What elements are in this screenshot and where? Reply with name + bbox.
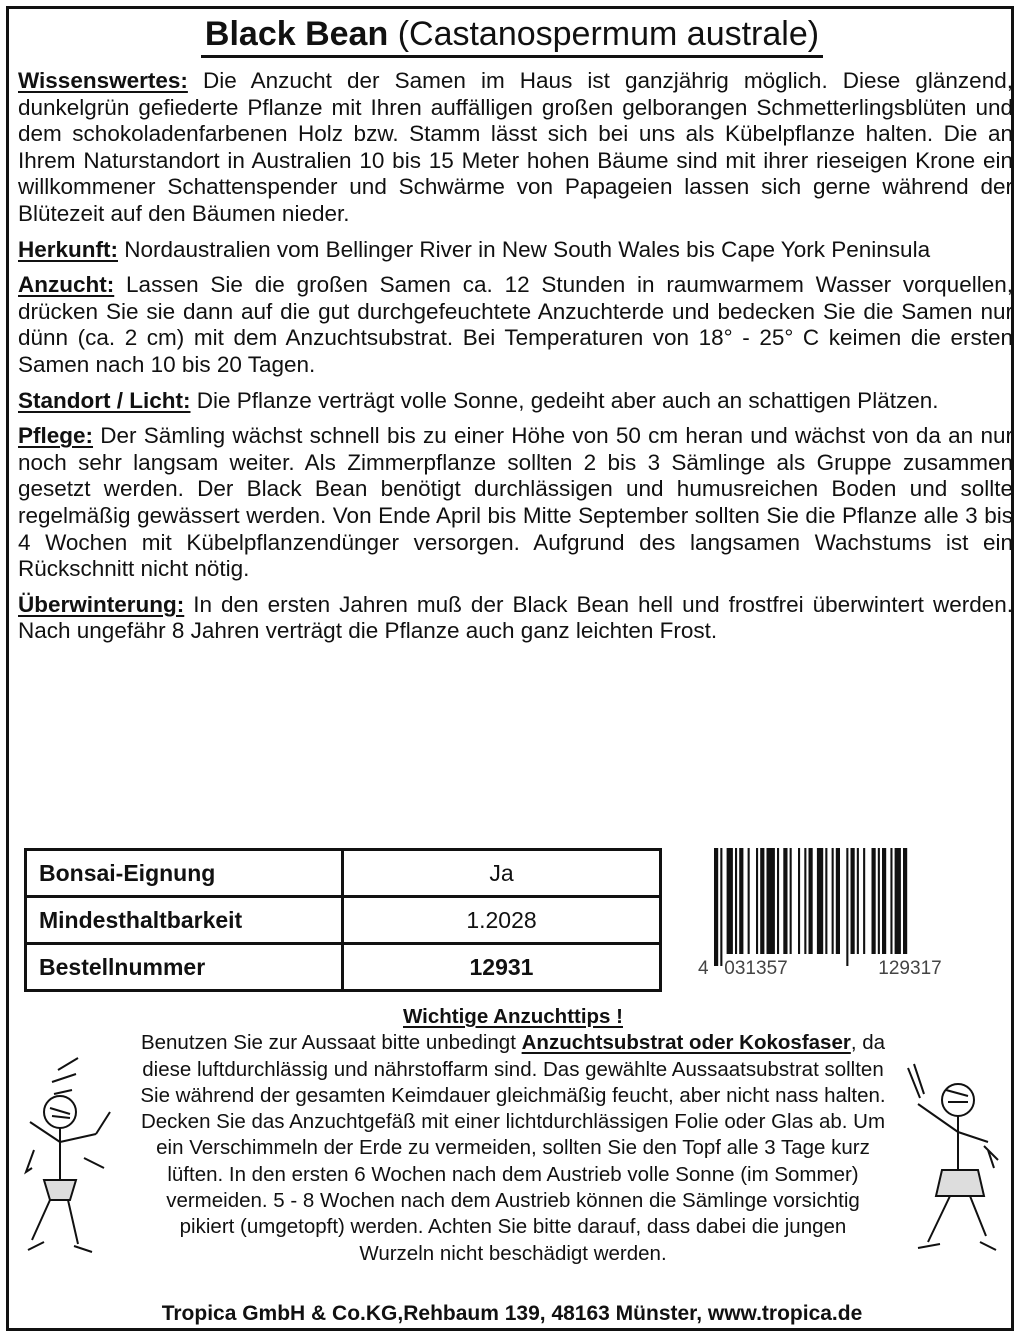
section-text: Die Anzucht der Samen im Haus ist ganzjährig möglich. Diese glänzend, dunkelgrün gefiederte Pflanze mit Ihren auffälligen großen gelborangen Schmetterlingsblüten und dem schokoladenfarbenen Holz bzw. Stamm lässt sich bei uns als Kübelpflanze halten. Die an Ihrem Naturstandort in Australien 10 bis 15 Meter hohen Bäume sind mit ihrer rieseigen Krone ein willkommener Schattenspender und Schwärme von Papageien lassen sich gerne während der Blütezeit auf den Bäumen nieder.	[18, 68, 1013, 226]
barcode-bar	[903, 848, 907, 954]
section-text: Die Pflanze verträgt volle Sonne, gedeiht aber auch an schattigen Plätzen.	[196, 387, 939, 413]
barcode-bar	[836, 848, 840, 954]
barcode-bar	[872, 848, 876, 954]
barcode-bar	[804, 848, 806, 954]
barcode-bar	[878, 848, 880, 954]
row-value-haltbarkeit: 1.2028	[343, 897, 661, 944]
row-key-haltbarkeit: Mindesthaltbarkeit	[26, 897, 343, 944]
tips-emphasis: Anzuchtsubstrat oder Kokosfaser	[521, 1031, 851, 1055]
section-standort	[18, 388, 1013, 415]
barcode-bar	[809, 848, 813, 954]
section-text: Nordaustralien vom Bellinger River in New South Wales bis Cape York Peninsula	[124, 236, 931, 262]
barcode-bar	[739, 848, 743, 954]
barcode-bar	[817, 848, 823, 954]
tips-heading: Wichtige Anzuchttips !	[403, 1005, 623, 1028]
barcode-bar	[760, 848, 764, 954]
section-herkunft	[18, 237, 1013, 264]
section-text: In den ersten Jahren muß der Black Bean hell und frostfrei überwintert werden. Nach ungefähr 8 Jahren verträgt die Pflanze auch ganz leichten Frost.	[18, 591, 1013, 644]
barcode	[696, 846, 986, 976]
section-text: Lassen Sie die großen Samen ca. 12 Stunden in raumwarmem Wasser vorquellen, drücken Sie sie dann auf die gut durchgefeuchtete Anzuchterde und bedecken Sie die Samen nur dünn (ca. 2 cm) mit dem Anzuchtsubstrat. Bei Temperaturen von 18° - 25° C keimen die ersten Samen nach 10 bis 20 Tagen.	[18, 272, 1013, 377]
section-label: Herkunft:	[18, 236, 118, 262]
title-common-name: Black Bean	[204, 15, 389, 53]
section-text: Der Sämling wächst schnell bis zu einer Höhe von 50 cm heran und wächst von da an nur noch sehr langsam weiter. Als Zimmerpflanze sollten 2 bis 3 Sämlinge als Gruppe zusammen gesetzt werden. Der Black Bean benötigt durchlässigen und humusreichen Boden und sollte regelmäßig gewässert werden. Von Ende April bis Mitte September sollten Sie die Pflanze alle 3 bis 4 Wochen mit Kübelpflanzendünger versorgen. Aufgrund des langsamen Wachstums ist ein Rückschnitt nicht nötig.	[18, 423, 1013, 582]
section-label: Wissenswertes:	[18, 68, 188, 93]
barcode-prefix: 4	[698, 958, 709, 976]
anzucht-tips	[140, 1004, 886, 1267]
row-value-bonsai: Ja	[343, 850, 661, 897]
barcode-right-digits: 129317	[878, 958, 942, 976]
barcode-bar	[825, 848, 827, 954]
section-label: Anzucht:	[18, 272, 115, 298]
section-label: Pflege:	[18, 423, 94, 449]
barcode-bar	[727, 848, 733, 954]
title-latin-name: (Castanospermum australe)	[397, 15, 820, 53]
section-wissenswertes	[18, 68, 1013, 228]
barcode-bar	[798, 848, 800, 954]
barcode-bar	[714, 848, 718, 966]
barcode-left-digits: 031357	[724, 958, 788, 976]
tips-body: , da diese luftdurchlässig und nährstoffarm sind. Das gewählte Aussaatsubstrat sollten Sie während der gesamten Keimdauer gleichmäßig feucht, aber nicht nass halten. Decken Sie das Anzuchtgefäß mit einer lichtdurchlässigen Folie oder Glas ab. Um ein Verschimmeln der Erde zu vermeiden, sollten Sie den Topf alle 3 Tage kurz lüften. In den ersten 6 Wochen nach dem Austrieb volle Sonne (im Sommer) vermeiden. 5 - 8 Wochen nach dem Austrieb können die Sämlinge vorsichtig pikiert (umgetopft) werden. Achten Sie bitte darauf, dass dabei die jungen Wurzeln nicht beschädigt werden.	[140, 1031, 886, 1265]
barcode-bar	[857, 848, 859, 954]
section-ueberwinterung	[18, 592, 1013, 645]
barcode-bar	[777, 848, 779, 954]
barcode-bar	[756, 848, 758, 954]
section-anzucht	[18, 272, 1013, 378]
tips-text	[140, 1030, 886, 1267]
tribal-figure-right	[888, 1050, 1008, 1265]
table-row	[26, 944, 661, 991]
barcode-bar	[846, 848, 848, 966]
section-label: Standort / Licht:	[18, 387, 191, 413]
barcode-bar	[882, 848, 886, 954]
tribal-figure-left	[14, 1050, 134, 1265]
barcode-bar	[735, 848, 737, 954]
barcode-bar	[720, 848, 722, 966]
table-row	[26, 897, 661, 944]
row-key-bestellnummer: Bestellnummer	[26, 944, 343, 991]
page-title	[0, 14, 1024, 58]
barcode-bar	[851, 848, 855, 954]
table-row	[26, 850, 661, 897]
info-table	[24, 848, 662, 992]
barcode-bars	[714, 848, 907, 966]
row-value-bestellnummer: 12931	[343, 944, 661, 991]
section-pflege	[18, 423, 1013, 583]
row-key-bonsai: Bonsai-Eignung	[26, 850, 343, 897]
description-body	[18, 68, 1013, 654]
section-label: Überwinterung:	[18, 591, 185, 617]
barcode-bar	[863, 848, 865, 954]
barcode-bar	[767, 848, 775, 954]
barcode-bar	[832, 848, 834, 954]
barcode-bar	[895, 848, 901, 954]
barcode-bar	[783, 848, 787, 954]
footer-publisher: Tropica GmbH & Co.KG,Rehbaum 139, 48163 Münster, www.tropica.de	[161, 1302, 863, 1325]
barcode-bar	[890, 848, 892, 954]
barcode-bar	[790, 848, 792, 954]
tips-intro: Benutzen Sie zur Aussaat bitte unbedingt	[140, 1031, 516, 1055]
barcode-bar	[748, 848, 750, 954]
